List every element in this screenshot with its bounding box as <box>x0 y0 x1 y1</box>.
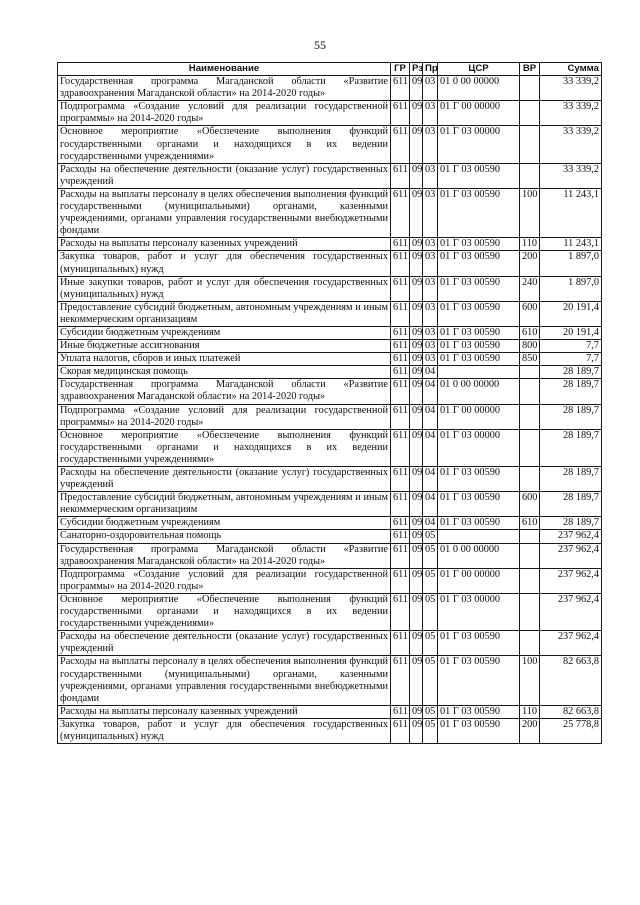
cell-gr: 611 <box>391 517 410 530</box>
cell-csr: 01 Г 03 00000 <box>438 593 520 630</box>
table-row <box>58 126 602 163</box>
cell-sum: 11 243,1 <box>540 238 602 251</box>
table-row <box>58 705 602 718</box>
cell-rz: 09 <box>410 568 423 593</box>
cell-pr: 05 <box>423 593 438 630</box>
cell-pr: 03 <box>423 163 438 188</box>
header-sum: Сумма <box>540 63 602 76</box>
cell-sum: 237 962,4 <box>540 543 602 568</box>
cell-rz: 09 <box>410 429 423 466</box>
cell-rz: 09 <box>410 276 423 301</box>
cell-sum: 82 663,8 <box>540 656 602 705</box>
cell-name: Подпрограмма «Создание условий для реализации государственной программы» на 2014-2020 годы» <box>58 101 391 126</box>
cell-vr: 100 <box>520 656 540 705</box>
header-rz: Рз <box>410 63 423 76</box>
cell-sum: 28 189,7 <box>540 429 602 466</box>
cell-pr: 03 <box>423 326 438 339</box>
cell-sum: 33 339,2 <box>540 163 602 188</box>
cell-gr: 611 <box>391 326 410 339</box>
cell-vr: 610 <box>520 517 540 530</box>
cell-pr: 04 <box>423 467 438 492</box>
table-row <box>58 326 602 339</box>
cell-rz: 09 <box>410 631 423 656</box>
cell-name: Государственная программа Магаданской области «Развитие здравоохранения Магаданской области» на 2014-2020 годы» <box>58 543 391 568</box>
cell-rz: 09 <box>410 543 423 568</box>
table-row <box>58 163 602 188</box>
cell-sum: 28 189,7 <box>540 404 602 429</box>
cell-csr: 01 Г 03 00590 <box>438 188 520 237</box>
cell-gr: 611 <box>391 276 410 301</box>
cell-gr: 611 <box>391 188 410 237</box>
cell-csr: 01 Г 03 00590 <box>438 467 520 492</box>
cell-name: Подпрограмма «Создание условий для реализации государственной программы» на 2014-2020 годы» <box>58 568 391 593</box>
cell-vr <box>520 429 540 466</box>
cell-gr: 611 <box>391 492 410 517</box>
cell-rz: 09 <box>410 718 423 743</box>
cell-sum: 7,7 <box>540 353 602 366</box>
cell-name: Расходы на обеспечение деятельности (оказание услуг) государственных учреждений <box>58 163 391 188</box>
cell-sum: 11 243,1 <box>540 188 602 237</box>
cell-vr <box>520 366 540 379</box>
cell-sum: 28 189,7 <box>540 517 602 530</box>
header-vr: ВР <box>520 63 540 76</box>
cell-rz: 09 <box>410 492 423 517</box>
cell-pr: 03 <box>423 188 438 237</box>
cell-rz: 09 <box>410 353 423 366</box>
cell-name: Государственная программа Магаданской области «Развитие здравоохранения Магаданской области» на 2014-2020 годы» <box>58 379 391 404</box>
cell-name: Закупка товаров, работ и услуг для обеспечения государственных (муниципальных) нужд <box>58 718 391 743</box>
cell-vr <box>520 76 540 101</box>
cell-csr: 01 Г 03 00590 <box>438 163 520 188</box>
cell-pr: 04 <box>423 379 438 404</box>
cell-vr <box>520 379 540 404</box>
cell-csr: 01 Г 03 00590 <box>438 340 520 353</box>
table-row <box>58 353 602 366</box>
cell-rz: 09 <box>410 326 423 339</box>
cell-gr: 611 <box>391 530 410 543</box>
cell-csr: 01 Г 03 00590 <box>438 276 520 301</box>
cell-csr: 01 Г 03 00590 <box>438 238 520 251</box>
cell-sum: 28 189,7 <box>540 467 602 492</box>
cell-vr <box>520 593 540 630</box>
table-row <box>58 593 602 630</box>
cell-sum: 33 339,2 <box>540 101 602 126</box>
cell-sum: 1 897,0 <box>540 276 602 301</box>
cell-name: Расходы на обеспечение деятельности (оказание услуг) государственных учреждений <box>58 631 391 656</box>
cell-vr <box>520 467 540 492</box>
cell-name: Санаторно-оздоровительная помощь <box>58 530 391 543</box>
header-pr: Пр <box>423 63 438 76</box>
cell-pr: 05 <box>423 568 438 593</box>
header-name: Наименование <box>58 63 391 76</box>
cell-name: Государственная программа Магаданской области «Развитие здравоохранения Магаданской области» на 2014-2020 годы» <box>58 76 391 101</box>
cell-gr: 611 <box>391 718 410 743</box>
cell-pr: 03 <box>423 238 438 251</box>
cell-vr: 110 <box>520 705 540 718</box>
cell-rz: 09 <box>410 126 423 163</box>
cell-name: Уплата налогов, сборов и иных платежей <box>58 353 391 366</box>
cell-vr: 240 <box>520 276 540 301</box>
cell-vr: 600 <box>520 492 540 517</box>
cell-name: Основное мероприятие «Обеспечение выполнения функций государственными органами и находящихся в их ведении государственными учреждениями» <box>58 126 391 163</box>
cell-pr: 03 <box>423 251 438 276</box>
cell-pr: 03 <box>423 301 438 326</box>
table-row <box>58 404 602 429</box>
cell-name: Иные бюджетные ассигнования <box>58 340 391 353</box>
cell-vr <box>520 163 540 188</box>
cell-csr: 01 Г 03 00000 <box>438 126 520 163</box>
table-row <box>58 301 602 326</box>
cell-pr: 03 <box>423 76 438 101</box>
cell-gr: 611 <box>391 379 410 404</box>
cell-vr <box>520 568 540 593</box>
cell-rz: 09 <box>410 340 423 353</box>
cell-csr: 01 0 00 00000 <box>438 543 520 568</box>
cell-name: Иные закупки товаров, работ и услуг для обеспечения государственных (муниципальных) нужд <box>58 276 391 301</box>
cell-sum: 1 897,0 <box>540 251 602 276</box>
cell-sum: 33 339,2 <box>540 76 602 101</box>
cell-vr <box>520 530 540 543</box>
cell-sum: 82 663,8 <box>540 705 602 718</box>
cell-sum: 28 189,7 <box>540 492 602 517</box>
cell-pr: 03 <box>423 101 438 126</box>
table-row <box>58 276 602 301</box>
cell-vr: 110 <box>520 238 540 251</box>
cell-csr: 01 Г 03 00590 <box>438 251 520 276</box>
cell-csr: 01 Г 03 00590 <box>438 517 520 530</box>
table-header-row <box>58 63 602 76</box>
cell-gr: 611 <box>391 429 410 466</box>
table-row <box>58 76 602 101</box>
cell-gr: 611 <box>391 301 410 326</box>
cell-sum: 237 962,4 <box>540 530 602 543</box>
cell-name: Расходы на выплаты персоналу в целях обеспечения выполнения функций государственными (муниципальными) органами, казенными учреждениями, органами управления государственными внебюджетными фондами <box>58 656 391 705</box>
cell-gr: 611 <box>391 340 410 353</box>
page-number: 55 <box>314 38 326 52</box>
cell-rz: 09 <box>410 76 423 101</box>
cell-vr: 610 <box>520 326 540 339</box>
cell-vr: 200 <box>520 718 540 743</box>
cell-csr: 01 0 00 00000 <box>438 76 520 101</box>
cell-vr: 800 <box>520 340 540 353</box>
cell-pr: 05 <box>423 656 438 705</box>
cell-csr <box>438 530 520 543</box>
table-row <box>58 631 602 656</box>
cell-rz: 09 <box>410 366 423 379</box>
cell-vr <box>520 101 540 126</box>
cell-pr: 05 <box>423 705 438 718</box>
cell-rz: 09 <box>410 163 423 188</box>
cell-gr: 611 <box>391 467 410 492</box>
cell-name: Расходы на выплаты персоналу казенных учреждений <box>58 705 391 718</box>
cell-name: Подпрограмма «Создание условий для реализации государственной программы» на 2014-2020 годы» <box>58 404 391 429</box>
cell-rz: 09 <box>410 593 423 630</box>
cell-name: Предоставление субсидий бюджетным, автономным учреждениям и иным некоммерческим организациям <box>58 301 391 326</box>
cell-name: Расходы на выплаты персоналу казенных учреждений <box>58 238 391 251</box>
cell-rz: 09 <box>410 238 423 251</box>
cell-csr: 01 Г 00 00000 <box>438 404 520 429</box>
cell-sum: 25 778,8 <box>540 718 602 743</box>
cell-rz: 09 <box>410 251 423 276</box>
cell-csr: 01 Г 03 00590 <box>438 326 520 339</box>
cell-vr <box>520 543 540 568</box>
table-row <box>58 340 602 353</box>
cell-gr: 611 <box>391 631 410 656</box>
cell-csr <box>438 366 520 379</box>
table-row <box>58 251 602 276</box>
cell-gr: 611 <box>391 126 410 163</box>
table-row <box>58 101 602 126</box>
cell-name: Субсидии бюджетным учреждениям <box>58 326 391 339</box>
cell-rz: 09 <box>410 101 423 126</box>
cell-pr: 04 <box>423 404 438 429</box>
cell-rz: 09 <box>410 705 423 718</box>
table-row <box>58 467 602 492</box>
cell-pr: 04 <box>423 429 438 466</box>
table-row <box>58 568 602 593</box>
cell-pr: 05 <box>423 718 438 743</box>
cell-name: Скорая медицинская помощь <box>58 366 391 379</box>
cell-name: Закупка товаров, работ и услуг для обеспечения государственных (муниципальных) нужд <box>58 251 391 276</box>
cell-gr: 611 <box>391 238 410 251</box>
cell-csr: 01 Г 03 00590 <box>438 301 520 326</box>
cell-pr: 04 <box>423 517 438 530</box>
cell-gr: 611 <box>391 593 410 630</box>
cell-sum: 28 189,7 <box>540 366 602 379</box>
cell-pr: 03 <box>423 340 438 353</box>
cell-gr: 611 <box>391 568 410 593</box>
cell-name: Основное мероприятие «Обеспечение выполнения функций государственными органами и находящихся в их ведении государственными учреждениями» <box>58 429 391 466</box>
budget-table <box>57 62 602 744</box>
cell-sum: 20 191,4 <box>540 326 602 339</box>
cell-gr: 611 <box>391 101 410 126</box>
cell-pr: 05 <box>423 631 438 656</box>
cell-name: Предоставление субсидий бюджетным, автономным учреждениям и иным некоммерческим организациям <box>58 492 391 517</box>
table-row <box>58 530 602 543</box>
cell-gr: 611 <box>391 366 410 379</box>
cell-vr: 850 <box>520 353 540 366</box>
cell-csr: 01 Г 00 00000 <box>438 568 520 593</box>
table-body <box>58 76 602 744</box>
cell-csr: 01 Г 03 00000 <box>438 429 520 466</box>
cell-pr: 03 <box>423 276 438 301</box>
cell-vr <box>520 404 540 429</box>
cell-csr: 01 Г 03 00590 <box>438 718 520 743</box>
cell-sum: 237 962,4 <box>540 631 602 656</box>
table-row <box>58 492 602 517</box>
cell-name: Расходы на обеспечение деятельности (оказание услуг) государственных учреждений <box>58 467 391 492</box>
cell-csr: 01 Г 00 00000 <box>438 101 520 126</box>
cell-vr: 100 <box>520 188 540 237</box>
cell-csr: 01 0 00 00000 <box>438 379 520 404</box>
cell-vr: 200 <box>520 251 540 276</box>
cell-rz: 09 <box>410 467 423 492</box>
cell-pr: 05 <box>423 543 438 568</box>
cell-gr: 611 <box>391 76 410 101</box>
cell-gr: 611 <box>391 404 410 429</box>
cell-sum: 28 189,7 <box>540 379 602 404</box>
cell-pr: 03 <box>423 126 438 163</box>
cell-csr: 01 Г 03 00590 <box>438 631 520 656</box>
cell-rz: 09 <box>410 530 423 543</box>
cell-csr: 01 Г 03 00590 <box>438 353 520 366</box>
cell-gr: 611 <box>391 251 410 276</box>
cell-pr: 05 <box>423 530 438 543</box>
cell-sum: 237 962,4 <box>540 568 602 593</box>
cell-gr: 611 <box>391 656 410 705</box>
cell-vr <box>520 126 540 163</box>
cell-rz: 09 <box>410 301 423 326</box>
table-row <box>58 188 602 237</box>
table-row <box>58 543 602 568</box>
cell-rz: 09 <box>410 656 423 705</box>
cell-pr: 04 <box>423 366 438 379</box>
header-csr: ЦСР <box>438 63 520 76</box>
cell-gr: 611 <box>391 705 410 718</box>
cell-sum: 237 962,4 <box>540 593 602 630</box>
header-gr: ГР <box>391 63 410 76</box>
cell-rz: 09 <box>410 188 423 237</box>
table-row <box>58 656 602 705</box>
cell-vr <box>520 631 540 656</box>
cell-sum: 20 191,4 <box>540 301 602 326</box>
cell-name: Расходы на выплаты персоналу в целях обеспечения выполнения функций государственными (муниципальными) органами, казенными учреждениями, органами управления государственными внебюджетными фондами <box>58 188 391 237</box>
cell-rz: 09 <box>410 517 423 530</box>
cell-name: Основное мероприятие «Обеспечение выполнения функций государственными органами и находящихся в их ведении государственными учреждениями» <box>58 593 391 630</box>
cell-pr: 03 <box>423 353 438 366</box>
table-row <box>58 379 602 404</box>
cell-gr: 611 <box>391 353 410 366</box>
cell-vr: 600 <box>520 301 540 326</box>
table-row <box>58 366 602 379</box>
cell-sum: 33 339,2 <box>540 126 602 163</box>
cell-csr: 01 Г 03 00590 <box>438 656 520 705</box>
cell-sum: 7,7 <box>540 340 602 353</box>
cell-rz: 09 <box>410 379 423 404</box>
table-row <box>58 517 602 530</box>
cell-rz: 09 <box>410 404 423 429</box>
cell-name: Субсидии бюджетным учреждениям <box>58 517 391 530</box>
cell-gr: 611 <box>391 543 410 568</box>
cell-pr: 04 <box>423 492 438 517</box>
cell-csr: 01 Г 03 00590 <box>438 492 520 517</box>
table-row <box>58 718 602 743</box>
table-row <box>58 238 602 251</box>
table-row <box>58 429 602 466</box>
cell-csr: 01 Г 03 00590 <box>438 705 520 718</box>
cell-gr: 611 <box>391 163 410 188</box>
